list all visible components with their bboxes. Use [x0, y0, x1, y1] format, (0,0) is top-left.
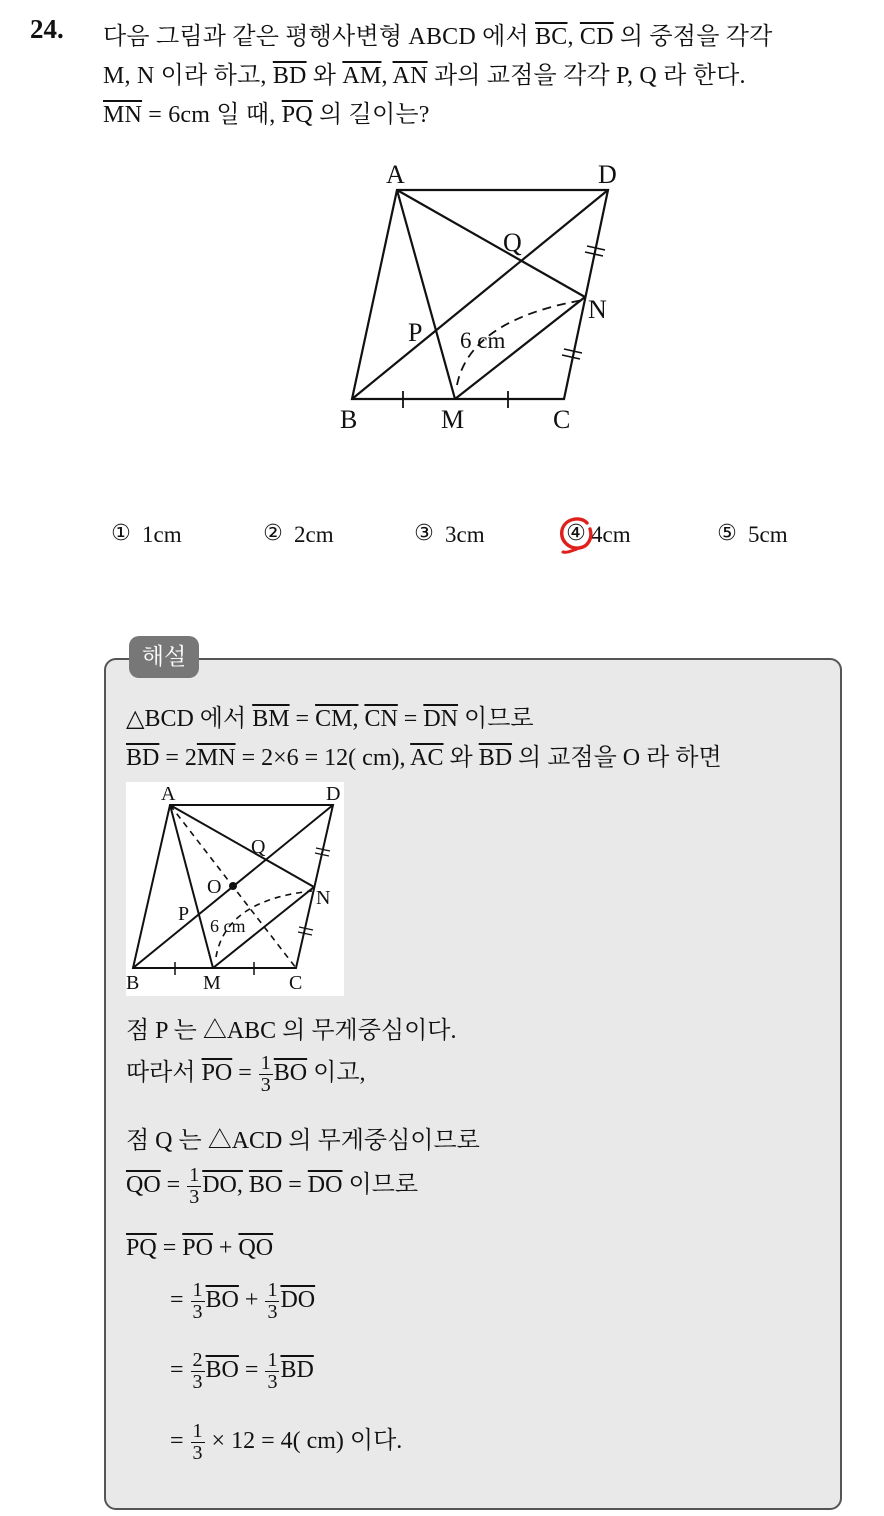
solution-line-1: △BCD 에서 $\overline{BM}$ = CM, $\overline{CN} = \overline{DN}$ 이므로 [126, 706, 534, 732]
segment-bc: $\overline{BC}$ [535, 24, 568, 50]
svg-text:P: P [178, 903, 190, 925]
choice-5-number: ⑤ [717, 521, 737, 546]
choice-2[interactable]: ② 2cm [263, 521, 334, 547]
solution-tag: 해설 [129, 636, 199, 678]
svg-text:M: M [203, 972, 221, 994]
label-c: C [553, 405, 571, 434]
selected-answer-mark-icon [557, 514, 597, 554]
solution-line-5: 점 Q 는 △ACD 의 무게중심이므로 [126, 1128, 480, 1154]
solution-line-8: = $\frac{1}{3}$ $\overline{BO}$ + $\frac{1}{3}$ $\overline{DO}$ [170, 1279, 316, 1323]
choice-3[interactable]: ③ 3cm [414, 521, 485, 547]
solution-line-7: $\overline{PQ} = \overline{PO} + \overline{QO}$ [126, 1235, 274, 1261]
label-b: B [340, 405, 358, 434]
svg-text:B: B [126, 972, 140, 994]
choice-4-number: ④ [566, 521, 586, 546]
solution-line-2: $\overline{BD} = 2\overline{MN} = 2\times 6 = 12$( cm), $\overline{AC}$ 와 $\overline{BD}$ 의 교점을 O 라 하면 [126, 745, 722, 771]
segment-mn: $\overline{MN}$ [103, 102, 143, 128]
svg-text:A: A [161, 783, 176, 805]
solution-figure [126, 782, 344, 996]
label-q: Q [503, 228, 522, 257]
question-line-1: 다음 그림과 같은 평행사변형 ABCD 에서 $\overline{BC}$, $\overline{CD}$ 의 중점을 각각 [103, 24, 773, 50]
label-n: N [588, 295, 607, 324]
choice-1-number: ① [111, 521, 131, 546]
choice-2-number: ② [263, 521, 283, 546]
svg-text:O: O [207, 876, 222, 898]
segment-am: $\overline{AM}$ [342, 63, 382, 89]
solution-line-4: 따라서 $\overline{PO}$ = $\frac{1}{3}$ $\overline{BO}$ 이고, [126, 1051, 366, 1096]
solution-line-10: = $\frac{1}{3}$ × 12 = 4( cm) 이다. [170, 1419, 403, 1464]
segment-pq: $\overline{PQ}$ [281, 102, 313, 128]
point-o-dot [229, 882, 237, 890]
choice-5[interactable]: ⑤ 5cm [717, 521, 788, 547]
length-label: 6 cm [460, 328, 506, 353]
answer-choices [0, 522, 884, 562]
solution-line-9: = $\frac{2}{3}$ $\overline{BO}$ = $\frac{1}{3}$ $\overline{BD}$ [170, 1349, 314, 1393]
label-m: M [441, 405, 465, 434]
label-d: D [598, 160, 617, 189]
label-a: A [386, 160, 405, 189]
segment-bd: $\overline{BD}$ [272, 63, 307, 89]
svg-text:N: N [316, 887, 331, 909]
question-line-3: $\overline{MN} = 6cm$ 일 때, $\overline{PQ}$ 의 길이는? [103, 102, 430, 128]
choice-4[interactable]: ④ 4cm [565, 522, 631, 548]
svg-text:6 cm: 6 cm [210, 916, 246, 936]
segment-an: $\overline{AN}$ [392, 63, 428, 89]
svg-text:D: D [326, 783, 341, 805]
svg-text:C: C [289, 972, 303, 994]
label-p: P [408, 318, 423, 347]
parallelogram-figure [330, 155, 630, 440]
question-number: 24. [30, 14, 64, 44]
segment-cd: $\overline{CD}$ [579, 24, 614, 50]
solution-line-6: $\overline{QO}$ = $\frac{1}{3}$ DO, $\overline{BO} = \overline{DO}$ 이므로 [126, 1163, 419, 1208]
question-line-2: M, N 이라 하고, $\overline{BD}$ 와 $\overline{AM}$, $\overline{AN}$ 과의 교점을 각각 P, Q 라 한다. [103, 63, 746, 89]
choice-1[interactable]: ① 1cm [111, 521, 182, 547]
choice-3-number: ③ [414, 521, 434, 546]
svg-text:Q: Q [251, 836, 266, 858]
solution-line-3: 점 P 는 △ABC 의 무게중심이다. [126, 1018, 457, 1044]
